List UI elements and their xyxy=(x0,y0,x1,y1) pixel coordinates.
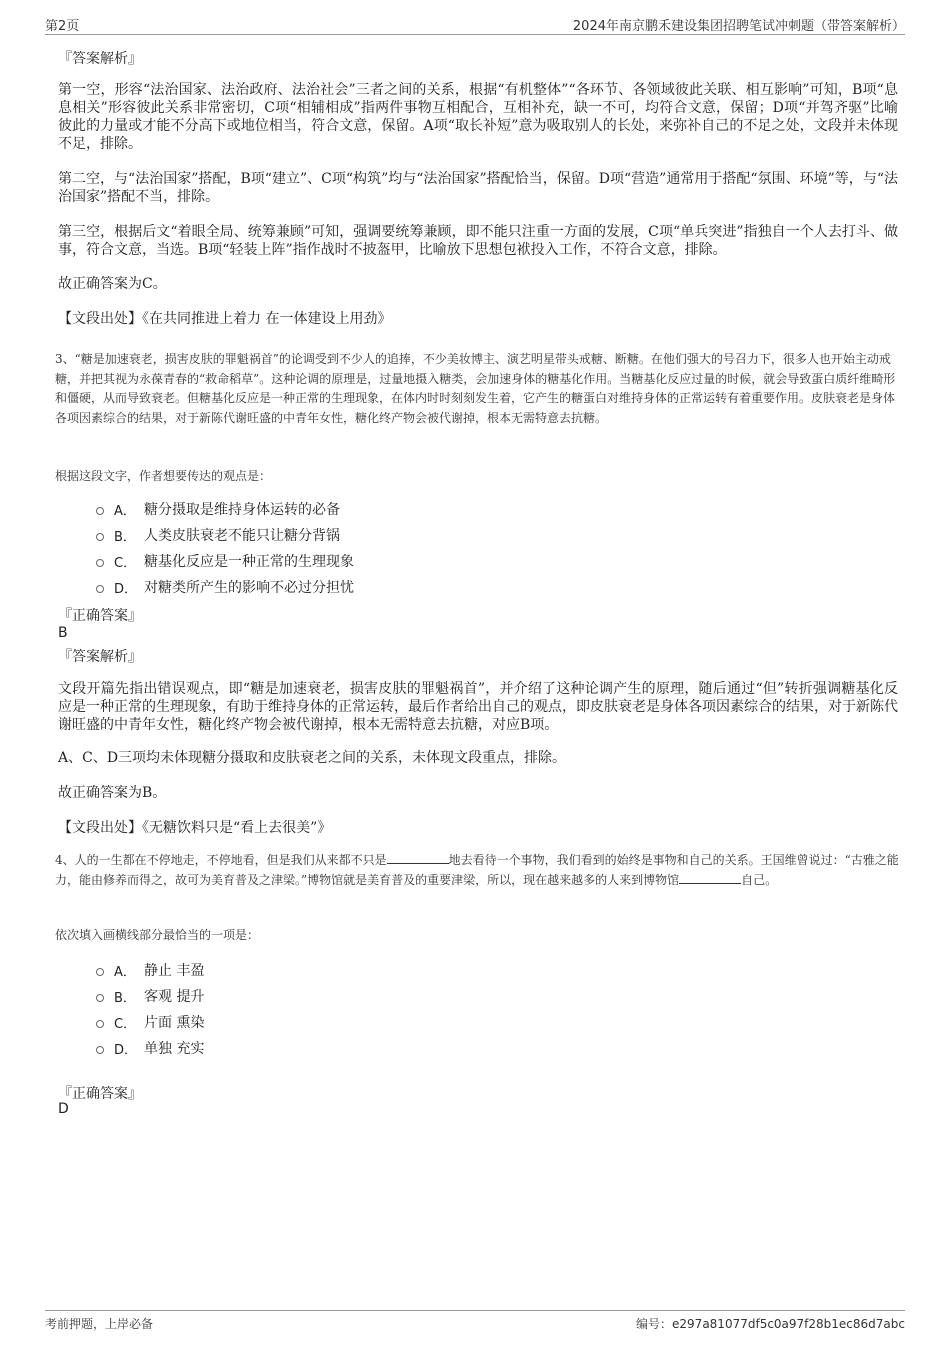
q3-analysis-label: 『答案解析』 xyxy=(58,649,142,665)
option-letter: D． xyxy=(114,1042,138,1058)
radio-icon[interactable] xyxy=(96,994,104,1002)
option-letter: B． xyxy=(114,529,136,545)
q4-text-part-c: 自己。 xyxy=(741,872,778,887)
radio-icon[interactable] xyxy=(96,585,104,593)
option-letter: A． xyxy=(114,503,136,519)
option-letter: D． xyxy=(114,581,138,597)
q3-question-text: 3、“糖是加速衰老，损害皮肤的罪魁祸首”的论调受到不少人的追捧，不少美妆博主、演艺明星带头戒糖、断糖。在他们强大的号召力下，很多人也开始主动戒糖，并把其视为永葆青春的“救命稻草”。这种论调的原理是，过量地摄入糖类，会加速身体的糖基化作用。当糖基化反应过量的时候，就会导致蛋白质纤维畸形和僵硬，从而导致衰老。但糖基化反应是一种正常的生理现象，在体内时时刻刻发生着，它产生的糖蛋白对维持身体的正常运转有着重要作用。皮肤衰老是身体各项因素综合的结果，对于新陈代谢旺盛的中青年女性，糖化终产物会被代谢掉，根本无需特意去抗糖。 xyxy=(55,352,896,425)
option-text: 片面 熏染 xyxy=(144,1015,205,1031)
q3-option-c[interactable] xyxy=(96,551,354,571)
option-letter: C． xyxy=(114,1016,137,1032)
q4-answer-value: D xyxy=(58,1101,69,1117)
option-letter: B． xyxy=(114,990,136,1006)
radio-icon[interactable] xyxy=(96,1020,104,1028)
q2-analysis-p1: 第一空，形容“法治国家、法治政府、法治社会”三者之间的关系，根据“有机整体”“各环节、各领域彼此关联、相互影响”可知，B项“息息相关”形容彼此关系非常密切，C项“相辅相成”指两件事物互相配合，互相补充，缺一不可，均符合文意，保留；D项“并驾齐驱”比喻彼此的力量或才能不分高下或地位相当，符合文意，保留。A项“取长补短”意为吸取别人的长处，来弥补自己的不足之处，文段并未体现不足，排除。 xyxy=(58,82,898,152)
q4-option-b[interactable] xyxy=(96,986,204,1006)
option-text: 静止 丰盈 xyxy=(144,963,205,979)
radio-icon[interactable] xyxy=(96,559,104,567)
q4-answer-label: 『正确答案』 xyxy=(58,1086,142,1102)
q3-source: 【文段出处】《无糖饮料只是“看上去很美”》 xyxy=(58,820,332,836)
radio-icon[interactable] xyxy=(96,968,104,976)
option-letter: A． xyxy=(114,964,136,980)
q4-text-part-a: 4、人的一生都在不停地走，不停地看，但是我们从来都不只是 xyxy=(55,853,387,867)
q4-option-d[interactable] xyxy=(96,1038,204,1058)
option-text: 糖分摄取是维持身体运转的必备 xyxy=(144,502,340,518)
blank-line xyxy=(679,871,741,884)
q3-answer-value: B xyxy=(58,625,68,641)
q3-option-a[interactable] xyxy=(96,499,340,519)
page-header xyxy=(45,14,905,35)
q3-option-b[interactable] xyxy=(96,525,340,545)
q4-prompt: 依次填入画横线部分最恰当的一项是： xyxy=(55,928,260,942)
q2-conclusion: 故正确答案为C。 xyxy=(58,276,167,292)
q3-answer-label: 『正确答案』 xyxy=(58,608,142,624)
q3-analysis-p1: 文段开篇先指出错误观点，即“糖是加速衰老，损害皮肤的罪魁祸首”，并介绍了这种论调产生的原理，随后通过“但”转折强调糖基化反应是一种正常的生理现象，有助于维持身体的正常运转，最后作者给出自己的观点，即皮肤衰老是身体各项因素综合的结果，对于新陈代谢旺盛的中青年女性，糖化终产物会被代谢掉，根本无需特意去抗糖，对应B项。 xyxy=(58,681,898,733)
document-title: 2024年南京鹏禾建设集团招聘笔试冲刺题（带答案解析） xyxy=(572,19,905,34)
radio-icon[interactable] xyxy=(96,533,104,541)
option-letter: C． xyxy=(114,555,137,571)
option-text: 单独 充实 xyxy=(144,1041,205,1057)
page-footer xyxy=(45,1310,905,1331)
q3-conclusion: 故正确答案为B。 xyxy=(58,785,167,801)
footer-code: 编号：e297a81077df5c0a97f28b1ec86d7abc xyxy=(636,1317,905,1331)
q2-source: 【文段出处】《在共同推进上着力 在一体建设上用劲》 xyxy=(58,311,392,327)
radio-icon[interactable] xyxy=(96,1046,104,1054)
footer-slogan: 考前押题，上岸必备 xyxy=(45,1317,154,1331)
radio-icon[interactable] xyxy=(96,507,104,515)
q3-analysis-p2: A、C、D三项均未体现糖分摄取和皮肤衰老之间的关系，未体现文段重点，排除。 xyxy=(58,750,567,766)
q4-option-a[interactable] xyxy=(96,960,204,980)
q2-analysis-p3: 第三空，根据后文“着眼全局、统筹兼顾”可知，强调要统筹兼顾，即不能只注重一方面的发展，C项“单兵突进”指独自一个人去打斗、做事，符合文意，当选。B项“轻装上阵”指作战时不披盔甲，比喻放下思想包袱投入工作，不符合文意，排除。 xyxy=(58,224,898,258)
q3-prompt: 根据这段文字，作者想要传达的观点是： xyxy=(55,469,272,483)
q3-option-d[interactable] xyxy=(96,577,354,597)
blank-line xyxy=(387,851,449,864)
option-text: 人类皮肤衰老不能只让糖分背锅 xyxy=(144,528,340,544)
option-text: 糖基化反应是一种正常的生理现象 xyxy=(144,554,354,570)
q2-analysis-p2: 第二空，与“法治国家”搭配，B项“建立”、C项“构筑”均与“法治国家”搭配恰当，保留。D项“营造”通常用于搭配“氛围、环境”等，与“法治国家”搭配不当，排除。 xyxy=(58,171,898,205)
page-number: 第2页 xyxy=(45,19,80,34)
q4-question-text xyxy=(55,851,900,890)
q4-option-c[interactable] xyxy=(96,1012,204,1032)
q4-text-part-b: 地去看待一个事物，我们看到的始终是事物和自己的关系。王国维曾说过：“古雅之能力，能由修养而得之，故可为美育普及之津梁。”博物馆就是美育普及的重要津梁，所以，现在越来越多的人来到博物馆 xyxy=(55,853,899,887)
q2-analysis-label: 『答案解析』 xyxy=(58,51,142,67)
option-text: 对糖类所产生的影响不必过分担忧 xyxy=(144,580,354,596)
option-text: 客观 提升 xyxy=(144,989,205,1005)
